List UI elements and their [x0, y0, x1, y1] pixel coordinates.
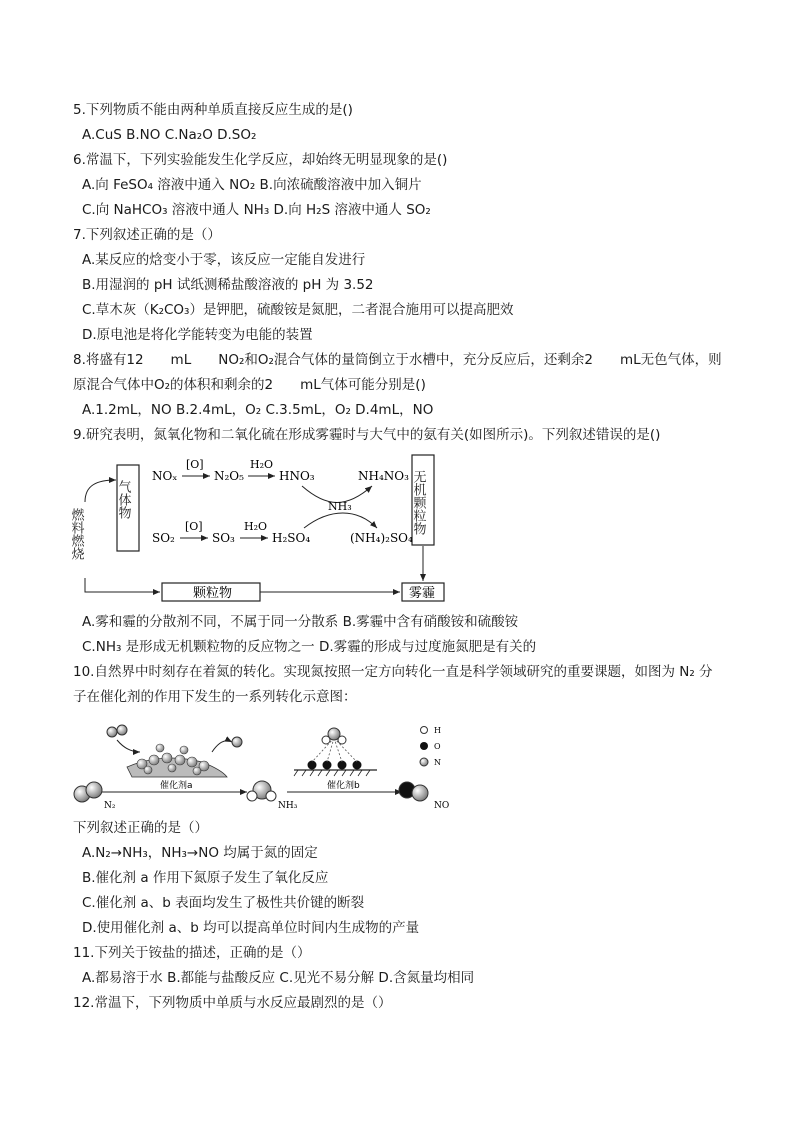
q8-stem-line2: 原混合气体中O₂的体积和剩余的2 mL气体可能分别是(): [73, 377, 426, 393]
q6-options-cd: C.向 NaHCO₃ 溶液中通人 NH₃ D.向 H₂S 溶液中通人 SO₂: [82, 202, 431, 218]
inorganic-box-label: 无机颗粒物: [410, 470, 426, 535]
smog-box-label: 雾霾: [409, 586, 436, 601]
q11-options: A.都易溶于水 B.都能与盐酸反应 C.见光不易分解 D.含氮量均相同: [82, 970, 475, 986]
row1-n2o5: N₂O₅: [214, 469, 244, 483]
q10-stem-line1: 10.自然界中时刻存在着氮的转化。实现氮按照一定方向转化一直是科学领域研究的重要课题，如图为 N₂ 分: [73, 664, 713, 680]
q6-stem: 6.常温下，下列实验能发生化学反应，却始终无明显现象的是(): [73, 152, 448, 168]
q9-options-cd: C.NH₃ 是形成无机颗粒物的反应物之一 D.雾霾的形成与过度施氮肥是有关的: [82, 639, 537, 655]
row1-hno3: HNO₃: [279, 469, 315, 483]
q7-option-d: D.原电池是将化学能转变为电能的装置: [82, 327, 313, 343]
q5-stem: 5.下列物质不能由两种单质直接反应生成的是(): [73, 102, 353, 118]
q7-option-c: C.草木灰（K₂CO₃）是钾肥，硫酸铵是氮肥，二者混合施用可以提高肥效: [82, 302, 514, 318]
q10-option-c: C.催化剂 a、b 表面均发生了极性共价键的断裂: [82, 895, 365, 911]
row2-nh42so4: (NH₄)₂SO₄: [350, 531, 413, 545]
q7-stem: 7.下列叙述正确的是（）: [73, 227, 221, 243]
catalyst-a-label: 催化剂a: [160, 781, 193, 791]
q9-smog-diagram: [68, 450, 462, 610]
n2-label: N₂: [104, 801, 116, 811]
q10-stem-line2: 子在催化剂的作用下发生的一系列转化示意图：: [73, 689, 357, 705]
row1-nh4no3: NH₄NO₃: [358, 469, 409, 483]
row2-arrow1-label: [O]: [185, 520, 203, 533]
legend-n: N: [434, 758, 441, 767]
row1-nox: NOₓ: [152, 469, 178, 483]
q10-option-a: A.N₂→NH₃，NH₃→NO 均属于氮的固定: [82, 845, 318, 861]
q9-stem: 9.研究表明，氮氧化物和二氧化硫在形成雾霾时与大气中的氨有关(如图所示)。下列叙述错误的是(): [73, 427, 661, 443]
legend-h: H: [434, 726, 441, 735]
no-label: NO: [434, 801, 450, 811]
row2-h2so4: H₂SO₄: [272, 531, 311, 545]
q9-options-ab: A.雾和霾的分散剂不同，不属于同一分散系 B.雾霾中含有硝酸铵和硫酸铵: [82, 614, 519, 630]
q7-option-a: A.某反应的焓变小于零，该反应一定能自发进行: [82, 252, 366, 268]
row2-so2: SO₂: [152, 531, 175, 545]
q10-option-b: B.催化剂 a 作用下氮原子发生了氧化反应: [82, 870, 329, 886]
q11-stem: 11.下列关于铵盐的描述，正确的是（）: [73, 945, 311, 961]
legend-o: O: [434, 742, 441, 751]
row1-arrow2-label: H₂O: [250, 458, 274, 471]
row1-arrow1-label: [O]: [186, 458, 204, 471]
q10-catalysis-diagram: [72, 712, 462, 812]
q12-stem: 12.常温下，下列物质中单质与水反应最剧烈的是（）: [73, 995, 392, 1011]
nh3-label: NH₃: [328, 500, 352, 513]
nh3-label-fig10: NH₃: [278, 801, 298, 811]
q8-stem-line1: 8.将盛有12 mL NO₂和O₂混合气体的量筒倒立于水槽中，充分反应后，还剩余2 mL无色气体，则: [73, 352, 722, 368]
row2-arrow2-label: H₂O: [244, 520, 268, 533]
row2-so3: SO₃: [212, 531, 235, 545]
gas-box-label: 气体物: [115, 480, 131, 519]
q6-options-ab: A.向 FeSO₄ 溶液中通入 NO₂ B.向浓硫酸溶液中加入铜片: [82, 177, 422, 193]
q10-prompt: 下列叙述正确的是（）: [73, 820, 208, 836]
q5-options: A.CuS B.NO C.Na₂O D.SO₂: [82, 127, 257, 143]
fuel-burning-label: 燃料燃烧: [68, 508, 84, 560]
catalyst-b-label: 催化剂b: [327, 781, 360, 791]
q8-options: A.1.2mL，NO B.2.4mL，O₂ C.3.5mL，O₂ D.4mL，NO: [82, 402, 434, 418]
q7-option-b: B.用湿润的 pH 试纸测稀盐酸溶液的 pH 为 3.52: [82, 277, 374, 293]
q10-option-d: D.使用催化剂 a、b 均可以提高单位时间内生成物的产量: [82, 920, 420, 936]
particle-box-label: 颗粒物: [193, 586, 233, 601]
